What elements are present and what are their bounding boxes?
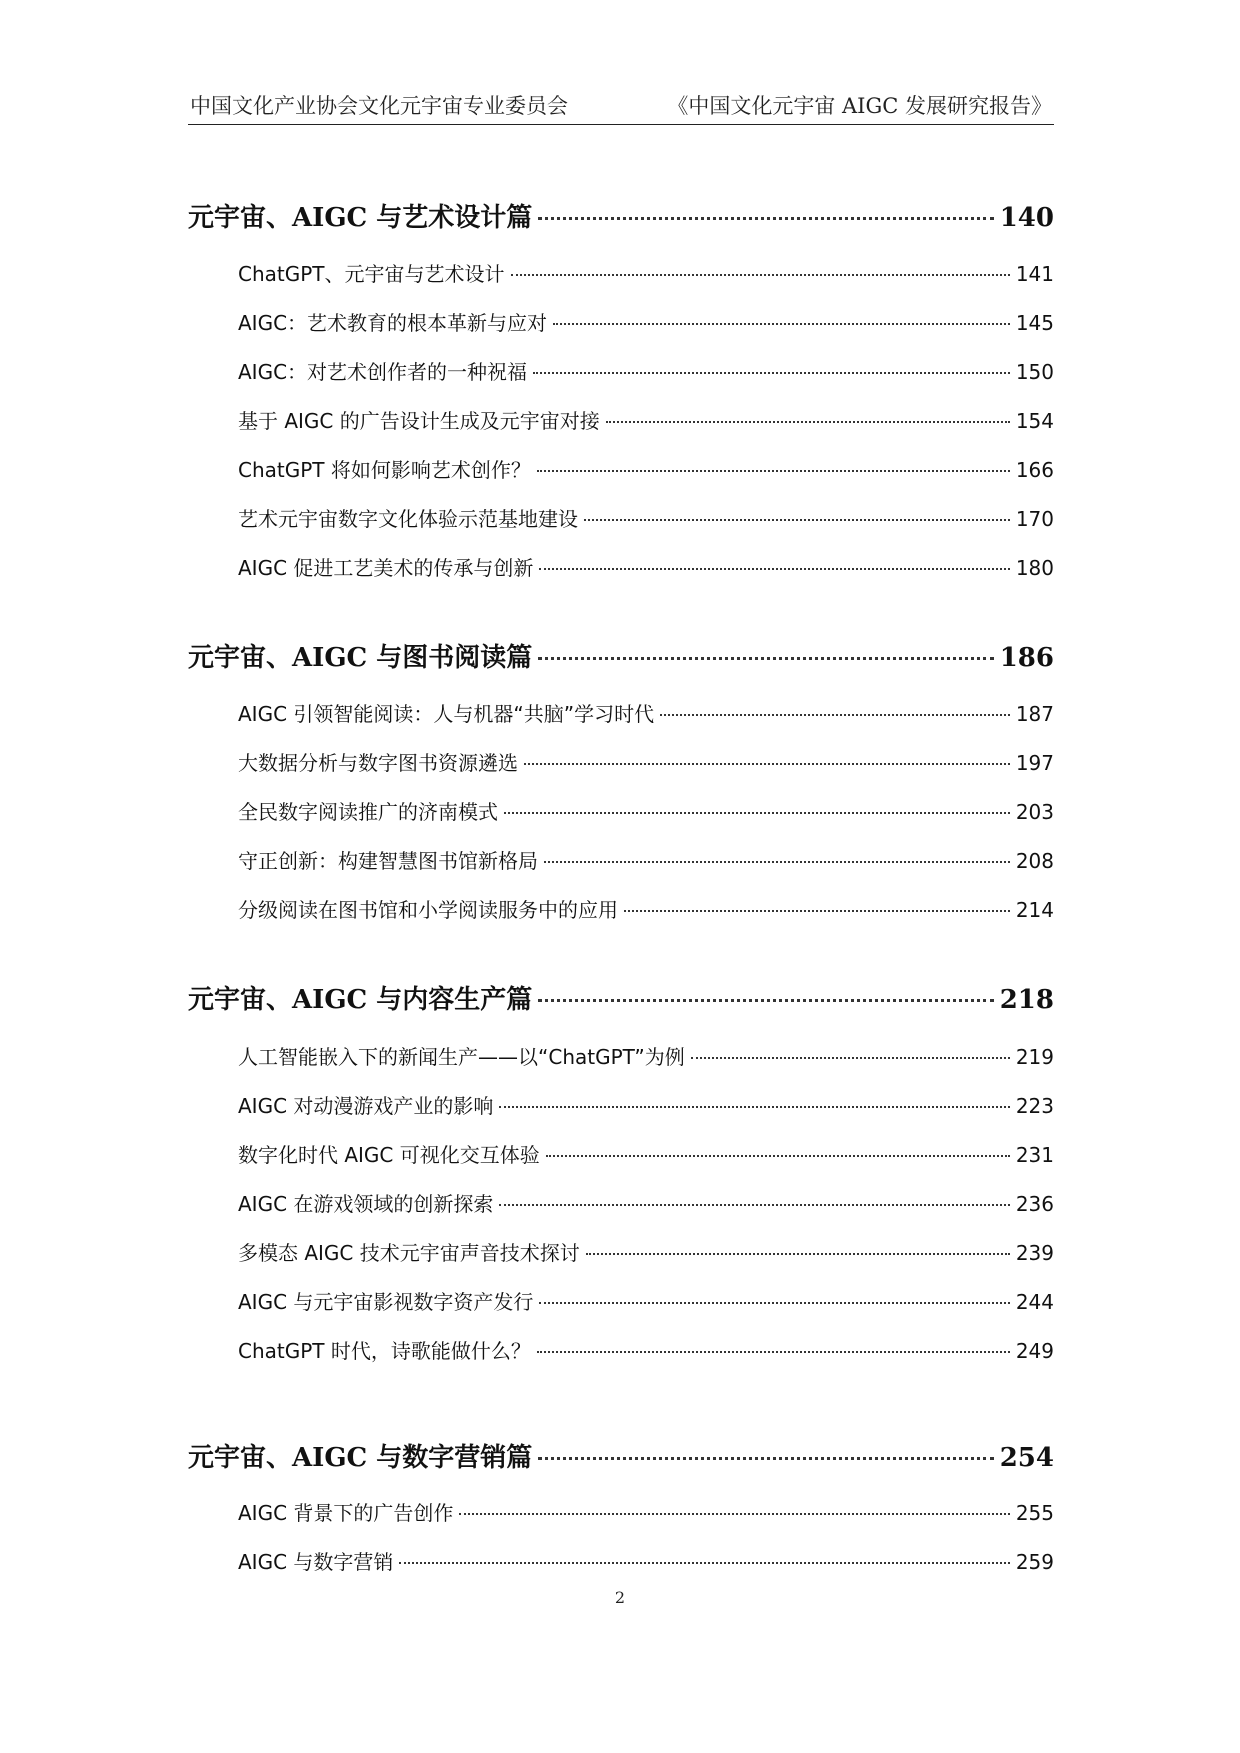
dot-leader [586, 1253, 1010, 1255]
toc-entry[interactable] [238, 1546, 1054, 1575]
dot-leader [533, 372, 1010, 374]
dot-leader [499, 1106, 1009, 1108]
entry-title: AIGC 背景下的广告创作 [238, 1501, 454, 1525]
toc-entry[interactable] [238, 796, 1054, 825]
header-report-title: 《中国文化元宇宙 AIGC 发展研究报告》 [667, 94, 1052, 118]
toc-entry[interactable] [238, 845, 1054, 874]
entry-title: AIGC 对动漫游戏产业的影响 [238, 1094, 494, 1118]
entry-title: AIGC：对艺术创作者的一种祝福 [238, 360, 528, 384]
toc-entry[interactable] [238, 747, 1054, 776]
entry-title: 艺术元宇宙数字文化体验示范基地建设 [238, 507, 578, 531]
dot-leader [524, 763, 1010, 765]
entry-title: 大数据分析与数字图书资源遴选 [238, 751, 518, 775]
dot-leader [544, 861, 1010, 863]
entry-page-number: 166 [1015, 458, 1054, 482]
dot-leader [584, 519, 1010, 521]
entry-title: ChatGPT 时代，诗歌能做什么？ [238, 1339, 531, 1363]
section-title-text: 元宇宙、AIGC 与数字营销篇 [188, 1443, 533, 1473]
entry-page-number: 141 [1015, 262, 1054, 286]
section-title-text: 元宇宙、AIGC 与图书阅读篇 [188, 643, 533, 673]
entry-page-number: 154 [1015, 409, 1054, 433]
entry-title: 全民数字阅读推广的济南模式 [238, 800, 498, 824]
dot-leader [538, 217, 993, 220]
toc-entry[interactable] [238, 698, 1054, 727]
entry-page-number: 249 [1015, 1339, 1054, 1363]
toc-entry[interactable] [238, 1335, 1054, 1364]
toc-entry[interactable] [238, 258, 1054, 287]
dot-leader [553, 323, 1010, 325]
dot-leader [691, 1057, 1010, 1059]
entry-title: ChatGPT、元宇宙与艺术设计 [238, 262, 505, 286]
entry-page-number: 180 [1015, 556, 1054, 580]
entry-page-number: 145 [1015, 311, 1054, 335]
page-number: 2 [614, 1588, 626, 1607]
dot-leader [499, 1204, 1009, 1206]
entry-page-number: 208 [1015, 849, 1054, 873]
dot-leader [624, 910, 1010, 912]
dot-leader [399, 1562, 1009, 1564]
toc-entry[interactable] [238, 503, 1054, 532]
entry-page-number: 223 [1015, 1094, 1054, 1118]
dot-leader [538, 999, 993, 1002]
entry-title: 守正创新：构建智慧图书馆新格局 [238, 849, 538, 873]
section-title-text: 元宇宙、AIGC 与内容生产篇 [188, 985, 533, 1015]
toc-entry[interactable] [238, 1237, 1054, 1266]
entry-title: AIGC 促进工艺美术的传承与创新 [238, 556, 534, 580]
entry-page-number: 219 [1015, 1045, 1054, 1069]
dot-leader [538, 657, 993, 660]
section-page-number: 140 [999, 203, 1054, 233]
toc-section-title[interactable] [188, 197, 1054, 234]
toc-entry[interactable] [238, 1041, 1054, 1070]
dot-leader [539, 568, 1009, 570]
entry-title: 多模态 AIGC 技术元宇宙声音技术探讨 [238, 1241, 580, 1265]
entry-page-number: 203 [1015, 800, 1054, 824]
toc-entry[interactable] [238, 1090, 1054, 1119]
section-title-text: 元宇宙、AIGC 与艺术设计篇 [188, 203, 533, 233]
entry-title: 基于 AIGC 的广告设计生成及元宇宙对接 [238, 409, 600, 433]
entry-title: ChatGPT 将如何影响艺术创作？ [238, 458, 531, 482]
toc-entry[interactable] [238, 1286, 1054, 1315]
entry-page-number: 197 [1015, 751, 1054, 775]
dot-leader [660, 714, 1010, 716]
entry-page-number: 150 [1015, 360, 1054, 384]
entry-page-number: 255 [1015, 1501, 1054, 1525]
entry-title: AIGC 与元宇宙影视数字资产发行 [238, 1290, 534, 1314]
dot-leader [504, 812, 1010, 814]
dot-leader [539, 1302, 1009, 1304]
entry-title: 分级阅读在图书馆和小学阅读服务中的应用 [238, 898, 618, 922]
entry-title: AIGC 引领智能阅读：人与机器“共脑”学习时代 [238, 702, 655, 726]
toc-section-title[interactable] [188, 637, 1054, 674]
toc-entry[interactable] [238, 405, 1054, 434]
page-header [188, 88, 1054, 125]
toc-entry[interactable] [238, 454, 1054, 483]
entry-page-number: 259 [1015, 1550, 1054, 1574]
entry-page-number: 231 [1015, 1143, 1054, 1167]
toc-entry[interactable] [238, 356, 1054, 385]
toc-entry[interactable] [238, 1188, 1054, 1217]
dot-leader [537, 1351, 1010, 1353]
entry-title: AIGC：艺术教育的根本革新与应对 [238, 311, 548, 335]
section-page-number: 254 [999, 1443, 1054, 1473]
dot-leader [511, 274, 1010, 276]
entry-page-number: 236 [1015, 1192, 1054, 1216]
dot-leader [546, 1155, 1010, 1157]
entry-page-number: 214 [1015, 898, 1054, 922]
entry-page-number: 170 [1015, 507, 1054, 531]
toc-section-title[interactable] [188, 1437, 1054, 1474]
entry-title: 人工智能嵌入下的新闻生产——以“ChatGPT”为例 [238, 1045, 685, 1069]
toc-section-title[interactable] [188, 979, 1054, 1016]
entry-title: AIGC 与数字营销 [238, 1550, 394, 1574]
toc-entry[interactable] [238, 552, 1054, 581]
toc-entry[interactable] [238, 894, 1054, 923]
entry-title: AIGC 在游戏领域的创新探索 [238, 1192, 494, 1216]
dot-leader [459, 1513, 1009, 1515]
dot-leader [538, 1457, 993, 1460]
header-organization: 中国文化产业协会文化元宇宙专业委员会 [190, 94, 568, 118]
toc-entry[interactable] [238, 1139, 1054, 1168]
toc-entry[interactable] [238, 1497, 1054, 1526]
section-page-number: 186 [999, 643, 1054, 673]
dot-leader [606, 421, 1010, 423]
section-page-number: 218 [999, 985, 1054, 1015]
entry-title: 数字化时代 AIGC 可视化交互体验 [238, 1143, 540, 1167]
dot-leader [537, 470, 1010, 472]
entry-page-number: 187 [1015, 702, 1054, 726]
entry-page-number: 244 [1015, 1290, 1054, 1314]
toc-entry[interactable] [238, 307, 1054, 336]
entry-page-number: 239 [1015, 1241, 1054, 1265]
